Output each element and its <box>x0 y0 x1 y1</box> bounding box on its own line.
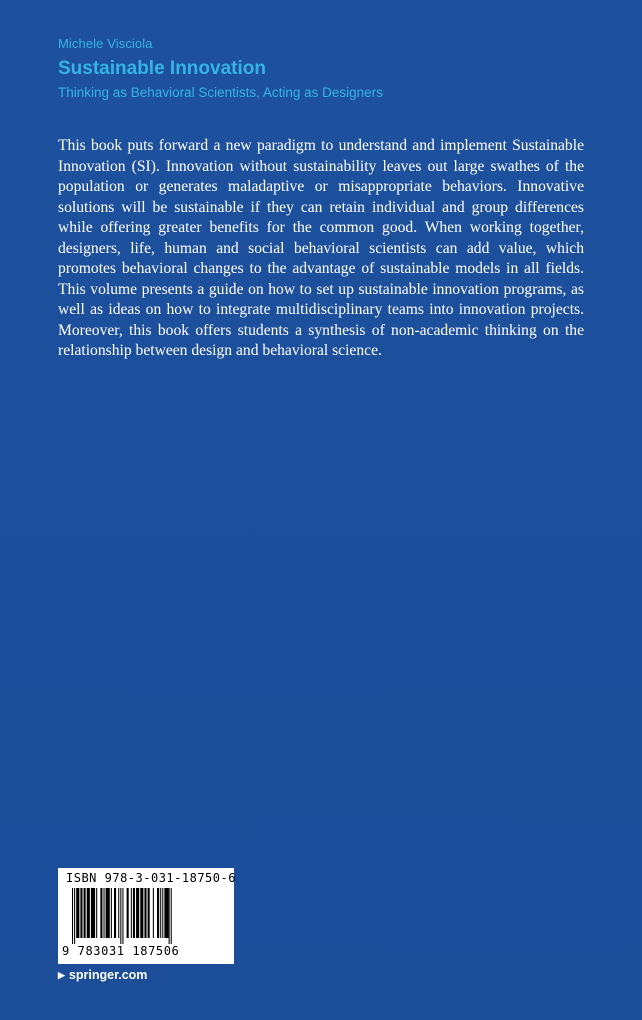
barcode-bar <box>120 888 121 944</box>
barcode-bar <box>106 888 110 938</box>
book-description: This book puts forward a new paradigm to understand and implement Sustainable Innovation (SI). Innovation without sustainability leaves out large swathes of the population or generates maladaptive or misappropriate behaviors. Innovative solutions will be sustainable if they can retain individual and group differences while offering greater benefits for the common good. When working together, designers, life, human and social behavioral scientists can add value, which promotes behavioral changes to the advantage of sustainable models in all fields. This volume presents a guide on how to set up sustainable innovation programs, as well as ideas on how to integrate multidisciplinary teams into innovation projects. Moreover, this book offers students a synthesis of non-academic thinking on the relationship between design and behavioral science. <box>58 137 584 359</box>
publisher-link[interactable]: springer.com <box>68 968 148 982</box>
barcode-bar <box>91 888 95 938</box>
barcode-bar <box>153 888 154 938</box>
barcode-bar <box>87 888 90 938</box>
barcode-bar <box>164 888 168 938</box>
barcode-bar <box>104 888 105 938</box>
barcode-bar <box>72 888 73 944</box>
barcode-bar <box>171 888 172 944</box>
barcode-bar <box>111 888 112 938</box>
isbn-label: ISBN 978-3-031-18750-6 <box>66 871 236 885</box>
barcode-bar <box>162 888 163 938</box>
barcode-bar <box>118 888 119 938</box>
barcode-bar <box>148 888 150 938</box>
publisher-footer <box>58 968 147 982</box>
isbn-barcode <box>58 868 234 964</box>
barcode-bar <box>74 888 75 944</box>
barcode-bar <box>127 888 129 938</box>
triangle-right-icon: ▶ <box>58 969 65 980</box>
barcode-bar <box>140 888 143 938</box>
barcode-bar <box>122 888 123 944</box>
barcode-bar <box>80 888 82 938</box>
barcode-bar <box>131 888 132 938</box>
barcode-bar <box>76 888 79 938</box>
book-title: Sustainable Innovation <box>58 58 266 79</box>
barcode-digits: 9 783031 187506 <box>62 944 180 958</box>
barcode-bar <box>100 888 102 938</box>
barcode-bar <box>169 888 170 944</box>
barcode-bar <box>136 888 139 938</box>
barcode-bar <box>133 888 135 938</box>
barcode-bar <box>160 888 161 938</box>
book-subtitle: Thinking as Behavioral Scientists, Acting as Designers <box>58 85 383 100</box>
barcode-bar <box>114 888 116 938</box>
barcode-bar <box>157 888 159 938</box>
barcode-bar <box>144 888 146 938</box>
barcode-bars <box>72 888 222 944</box>
author-name: Michele Visciola <box>58 36 153 51</box>
barcode-bar <box>84 888 86 938</box>
barcode-bar <box>96 888 97 938</box>
